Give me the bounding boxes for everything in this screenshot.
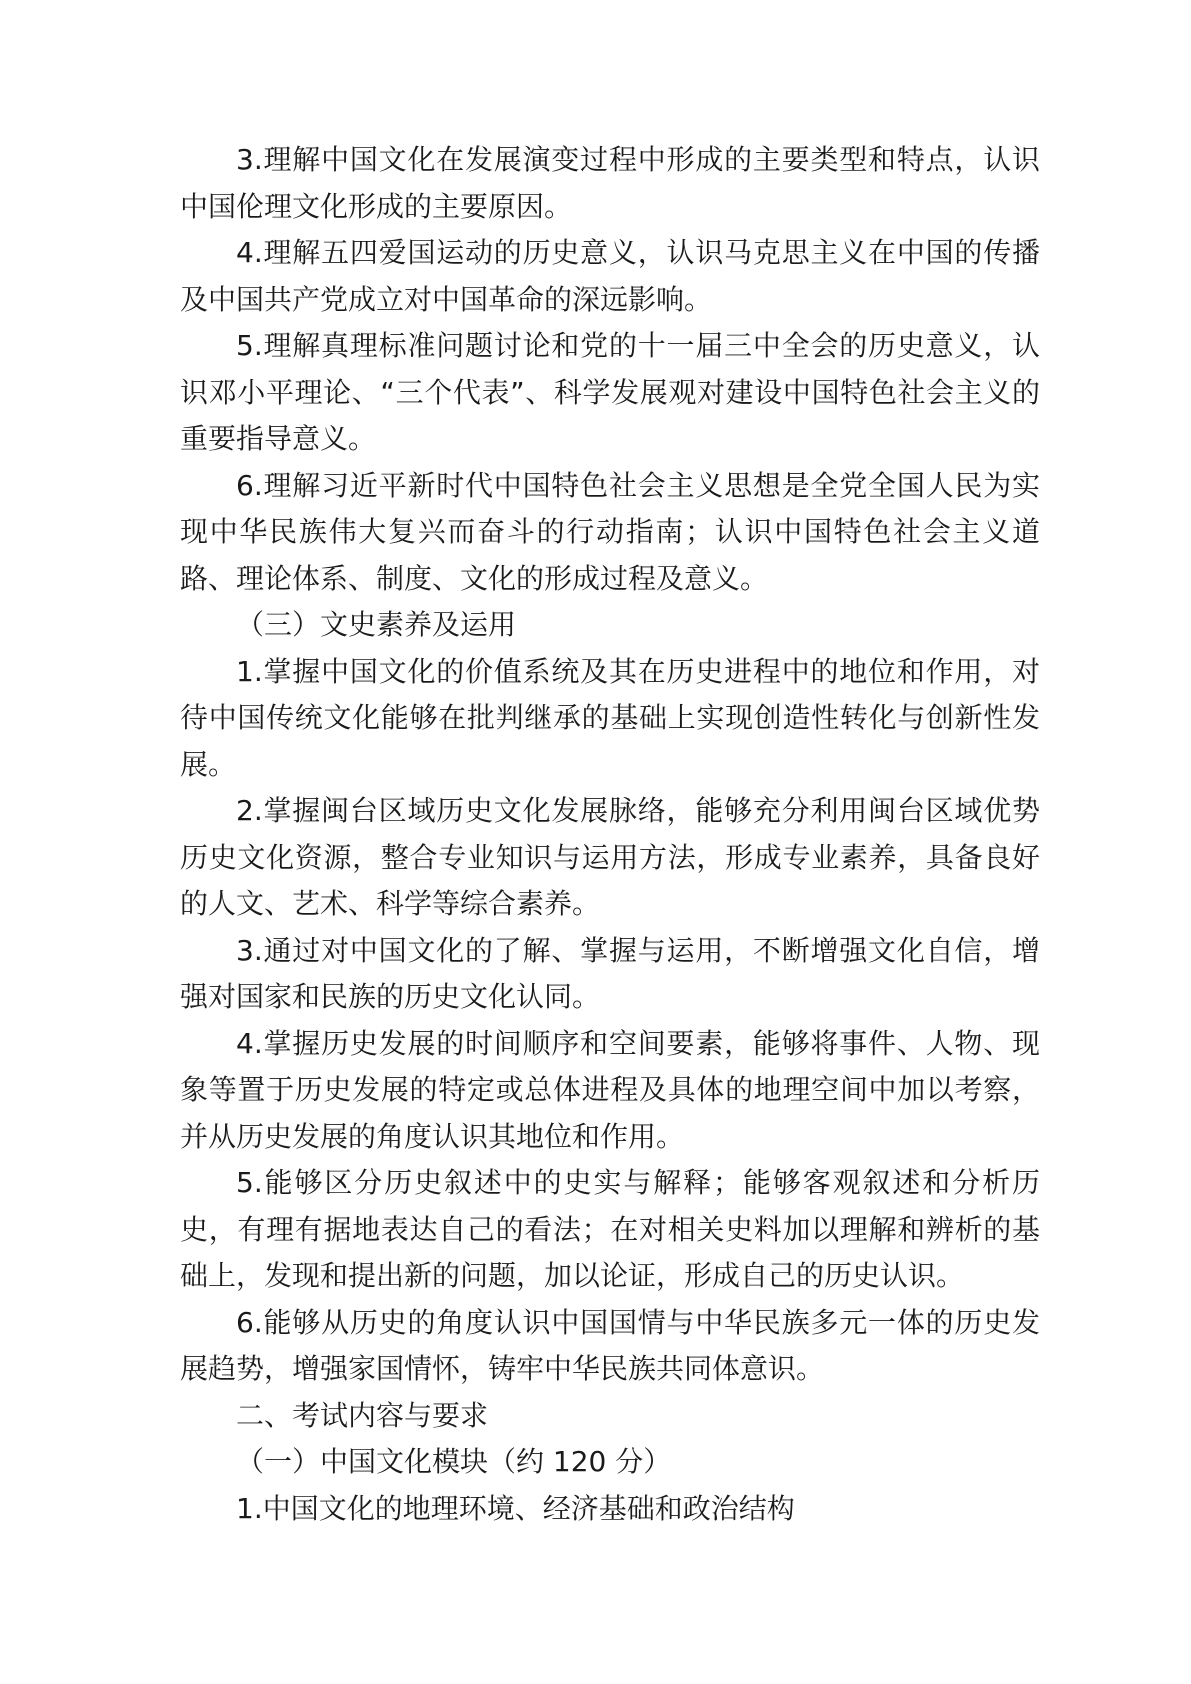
paragraph-culture-1: 1.中国文化的地理环境、经济基础和政治结构 <box>236 1491 795 1525</box>
paragraph-literacy-2: 2.掌握闽台区域历史文化发展脉络，能够充分利用闽台区域优势历史文化资源，整合专业知识与运用方法，形成专业素养，具备良好的人文、艺术、科学等综合素养。 <box>180 794 1040 920</box>
paragraph-objective-6: 6.理解习近平新时代中国特色社会主义思想是全党全国人民为实现中华民族伟大复兴而奋斗的行动指南；认识中国特色社会主义道路、理论体系、制度、文化的形成过程及意义。 <box>180 468 1040 595</box>
section-heading-literacy: （三）文史素养及运用 <box>236 608 517 641</box>
document-body <box>180 137 1040 1532</box>
subsection-heading-culture-module: （一）中国文化模块（约 120 分） <box>236 1445 672 1478</box>
paragraph-literacy-6: 6.能够从历史的角度认识中国国情与中华民族多元一体的历史发展趋势，增强家国情怀，铸牢中华民族共同体意识。 <box>180 1305 1040 1385</box>
paragraph-objective-3: 3.理解中国文化在发展演变过程中形成的主要类型和特点，认识中国伦理文化形成的主要原因。 <box>180 143 1040 223</box>
paragraph-literacy-1: 1.掌握中国文化的价值系统及其在历史进程中的地位和作用，对待中国传统文化能够在批判继承的基础上实现创造性转化与创新性发展。 <box>180 654 1040 781</box>
paragraph-literacy-5: 5.能够区分历史叙述中的史实与解释；能够客观叙述和分析历史，有理有据地表达自己的看法；在对相关史料加以理解和辨析的基础上，发现和提出新的问题，加以论证，形成自己的历史认识。 <box>180 1166 1040 1292</box>
section-heading-exam-content: 二、考试内容与要求 <box>236 1398 489 1432</box>
paragraph-objective-5: 5.理解真理标准问题讨论和党的十一届三中全会的历史意义，认识邓小平理论、“三个代表”、科学发展观对建设中国特色社会主义的重要指导意义。 <box>180 329 1040 455</box>
paragraph-literacy-4: 4.掌握历史发展的时间顺序和空间要素，能够将事件、人物、现象等置于历史发展的特定或总体进程及具体的地理空间中加以考察，并从历史发展的角度认识其地位和作用。 <box>180 1026 1040 1153</box>
paragraph-literacy-3: 3.通过对中国文化的了解、掌握与运用，不断增强文化自信，增强对国家和民族的历史文化认同。 <box>180 933 1040 1013</box>
paragraph-objective-4: 4.理解五四爱国运动的历史意义，认识马克思主义在中国的传播及中国共产党成立对中国革命的深远影响。 <box>180 236 1040 316</box>
